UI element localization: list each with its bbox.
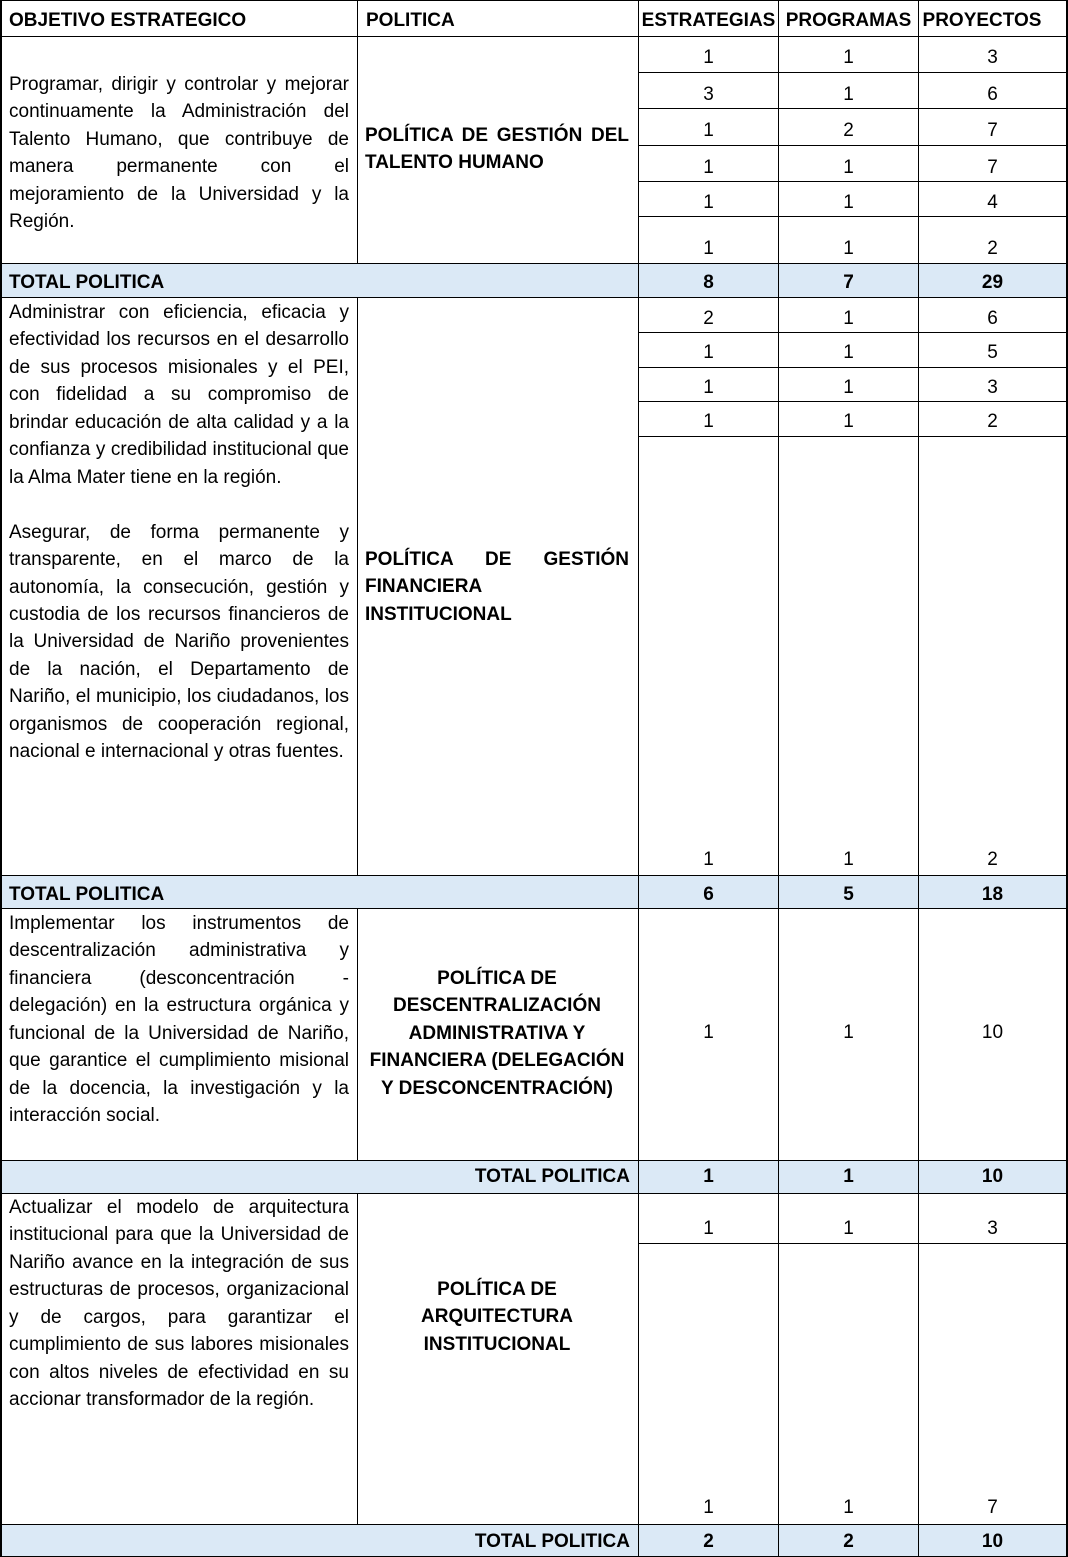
total-programas: 2 (843, 1531, 854, 1552)
proyectos-value: 7 (987, 1497, 998, 1518)
grid-line (778, 0, 779, 1557)
programas-value: 1 (843, 1497, 854, 1518)
grid-line (0, 908, 1068, 909)
programas-value: 1 (843, 47, 854, 68)
grid-line (0, 875, 1068, 876)
grid-line (357, 297, 358, 875)
programas-value: 1 (843, 849, 854, 870)
programas-value: 1 (843, 1218, 854, 1239)
programas-value: 1 (843, 157, 854, 178)
estrategias-value: 1 (703, 342, 714, 363)
proyectos-value: 7 (987, 120, 998, 141)
grid-line (0, 1524, 1068, 1525)
grid-line (638, 145, 1068, 146)
objetivo-paragraph: Administrar con eficiencia, eficacia y efectividad los recursos en el desarrollo de sus procesos misionales y el PEI, con fidelidad a su compromiso de brindar educación de alta calidad y a la confianza y credibilidad institucional que la Alma Mater tiene en la región. (9, 302, 349, 488)
total-estrategias: 1 (703, 1166, 714, 1187)
grid-line (638, 108, 1068, 109)
objetivo-text: Implementar los instrumentos de descentralización administrativa y financiera (desconcentración - delegación) en la estructura orgánica y funcional de la Universidad de Nariño, que garantice el cumplimiento misional de la docencia, la investigación y la interacción social. (9, 913, 349, 1127)
programas-value: 1 (843, 308, 854, 329)
proyectos-value: 2 (987, 849, 998, 870)
total-programas: 5 (843, 884, 854, 905)
estrategias-value: 3 (703, 84, 714, 105)
estrategias-value: 1 (703, 411, 714, 432)
grid-line (638, 72, 1068, 73)
grid-line (638, 181, 1068, 182)
programas-value: 1 (843, 377, 854, 398)
politica-text: POLÍTICA DE GESTIÓN DEL TALENTO HUMANO (365, 125, 629, 174)
grid-line (0, 1160, 1068, 1161)
total-proyectos: 10 (981, 1531, 1004, 1552)
grid-line (0, 0, 2, 1557)
grid-line (638, 216, 1068, 217)
grid-line (357, 0, 358, 263)
grid-line (638, 332, 1068, 333)
proyectos-value: 3 (987, 47, 998, 68)
estrategias-value: 1 (703, 238, 714, 259)
header-objetivo: OBJETIVO ESTRATEGICO (9, 10, 247, 31)
estrategias-value: 1 (703, 47, 714, 68)
grid-line (0, 36, 1068, 37)
proyectos-value: 6 (987, 84, 998, 105)
programas-value: 1 (843, 238, 854, 259)
total-proyectos: 29 (981, 272, 1004, 293)
grid-line (357, 908, 358, 1160)
estrategias-value: 1 (703, 849, 714, 870)
objetivo-text: Programar, dirigir y controlar y mejorar continuamente la Administración del Talento Humano, que contribuye de manera permanente con el mejoramiento de la Universidad y la Región. (9, 74, 349, 233)
header-estrategias: ESTRATEGIAS (641, 10, 776, 31)
grid-line (0, 0, 1068, 1)
header-proyectos: PROYECTOS (922, 10, 1042, 31)
programas-value: 1 (843, 1022, 854, 1043)
proyectos-value: 3 (987, 377, 998, 398)
grid-line (638, 401, 1068, 402)
header-programas: PROGRAMAS (785, 10, 912, 31)
total-proyectos: 10 (981, 1166, 1004, 1187)
total-programas: 7 (843, 272, 854, 293)
total-estrategias: 6 (703, 884, 714, 905)
grid-line (0, 297, 1068, 298)
estrategias-value: 1 (703, 157, 714, 178)
estrategias-value: 1 (703, 1497, 714, 1518)
total-politica-label: TOTAL POLITICA (474, 1166, 630, 1187)
objetivo-text: Actualizar el modelo de arquitectura institucional para que la Universidad de Nariño avance en la integración de sus estructuras de procesos, organizacional y de cargos, para garantizar el cumplimiento de sus labores misionales con altos niveles de efectividad en su accionar transformador de la región. (9, 1197, 349, 1411)
estrategias-value: 2 (703, 308, 714, 329)
grid-line (918, 0, 919, 1557)
grid-line (357, 1193, 358, 1524)
total-programas: 1 (843, 1166, 854, 1187)
grid-line (638, 367, 1068, 368)
total-estrategias: 8 (703, 272, 714, 293)
programas-value: 1 (843, 192, 854, 213)
grid-line (638, 436, 1068, 437)
estrategias-value: 1 (703, 1218, 714, 1239)
grid-line (0, 263, 1068, 264)
total-politica-label: TOTAL POLITICA (474, 1531, 630, 1552)
estrategias-value: 1 (703, 377, 714, 398)
estrategias-value: 1 (703, 120, 714, 141)
politica-text: POLÍTICA DE GESTIÓN FINANCIERA INSTITUCIONAL (365, 549, 629, 625)
proyectos-value: 4 (987, 192, 998, 213)
proyectos-value: 7 (987, 157, 998, 178)
proyectos-value: 6 (987, 308, 998, 329)
proyectos-value: 2 (987, 411, 998, 432)
programas-value: 2 (843, 120, 854, 141)
politica-text: POLÍTICA DE ARQUITECTURA INSTITUCIONAL (421, 1279, 573, 1355)
estrategias-value: 1 (703, 1022, 714, 1043)
total-proyectos: 18 (981, 884, 1004, 905)
header-politica: POLITICA (366, 10, 455, 31)
estrategias-value: 1 (703, 192, 714, 213)
objetivo-text (9, 299, 349, 766)
programas-value: 1 (843, 411, 854, 432)
grid-line (638, 1243, 1068, 1244)
proyectos-value: 3 (987, 1218, 998, 1239)
total-politica-label: TOTAL POLITICA (9, 272, 165, 293)
proyectos-value: 2 (987, 238, 998, 259)
politica-text: POLÍTICA DE DESCENTRALIZACIÓN ADMINISTRATIVA Y FINANCIERA (DELEGACIÓN Y DESCONCENTRACIÓN) (369, 968, 625, 1099)
total-politica-label: TOTAL POLITICA (9, 884, 165, 905)
programas-value: 1 (843, 84, 854, 105)
total-estrategias: 2 (703, 1531, 714, 1552)
programas-value: 1 (843, 342, 854, 363)
proyectos-value: 5 (987, 342, 998, 363)
grid-line (638, 0, 639, 1557)
objetivo-paragraph: Asegurar, de forma permanente y transparente, en el marco de la autonomía, la consecución, gestión y custodia de los recursos financieros de la Universidad de Nariño provenientes de la nación, el Departamento de Nariño, el municipio, los ciudadanos, los organismos de cooperación regional, nacional e internacional y otras fuentes. (9, 521, 349, 763)
proyectos-value: 10 (981, 1022, 1004, 1043)
